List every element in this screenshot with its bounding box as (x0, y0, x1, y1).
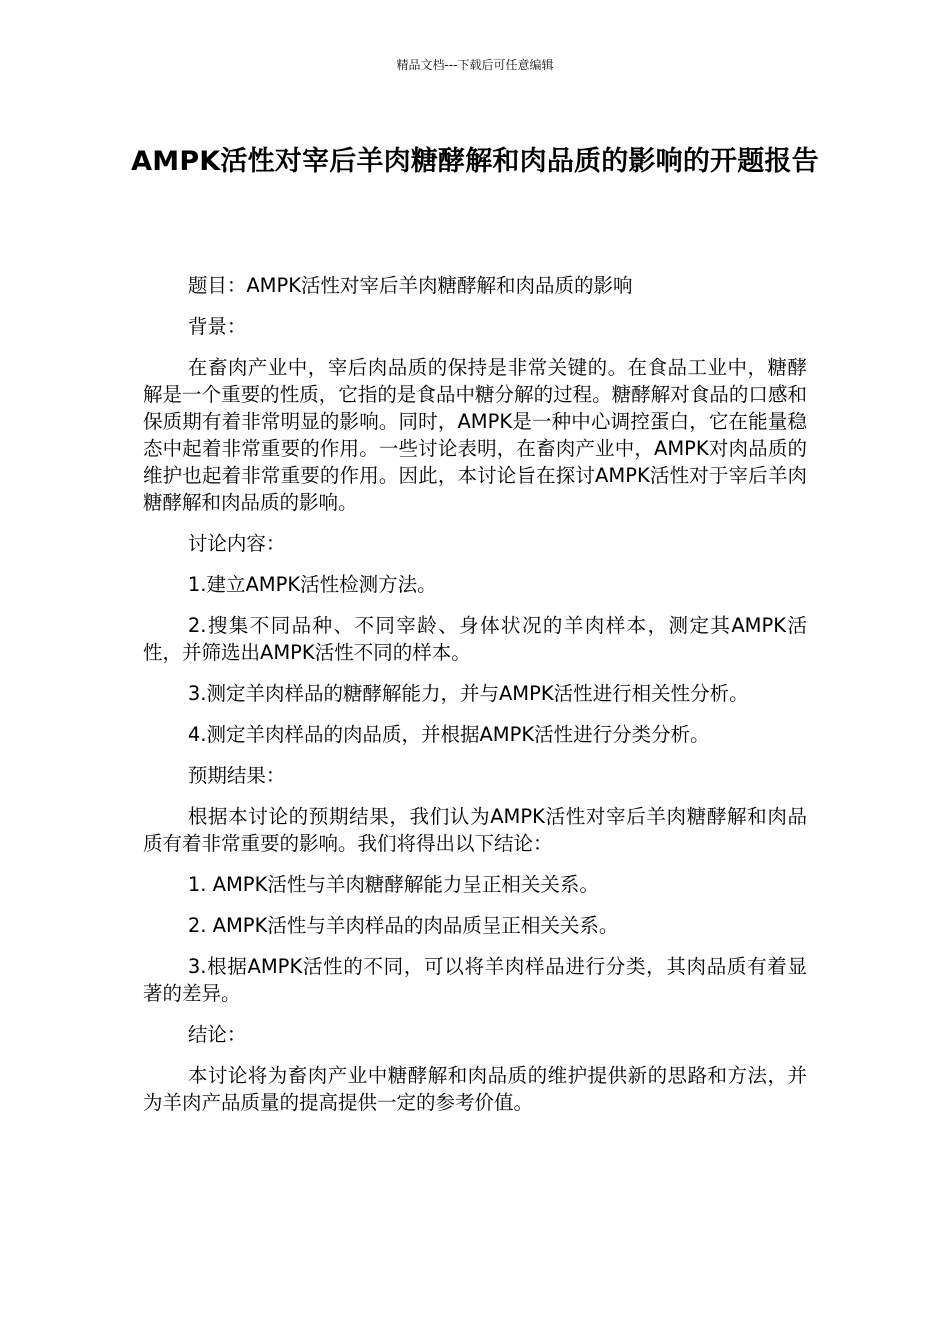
result-item-1: 1. AMPK活性与羊肉糖酵解能力呈正相关关系。 (187, 873, 599, 896)
background-paragraph: 在畜肉产业中，宰后肉品质的保持是非常关键的。在食品工业中，糖酵解是一个重要的性质，它指的是食品中糖分解的过程。糖酵解对食品的口感和保质期有着非常明显的影响。同时，AMPK是一种中心调控蛋白，它在能量稳态中起着非常重要的作用。一些讨论表明，在畜肉产业中，AMPK对肉品质的维护也起着非常重要的作用。因此，本讨论旨在探讨AMPK活性对于宰后羊肉糖酵解和肉品质的影响。 (143, 356, 807, 514)
section-heading-conclusion: 结论： (187, 1023, 247, 1046)
content-item-3: 3.测定羊肉样品的糖酵解能力，并与AMPK活性进行相关性分析。 (187, 682, 749, 705)
result-item-3: 3.根据AMPK活性的不同，可以将羊肉样品进行分类，其肉品质有着显著的差异。 (143, 955, 807, 1005)
document-body (143, 272, 807, 1130)
topic-line: 题目：AMPK活性对宰后羊肉糖酵解和肉品质的影响 (187, 274, 633, 297)
conclusion-paragraph: 本讨论将为畜肉产业中糖酵解和肉品质的维护提供新的思路和方法，并为羊肉产品质量的提高提供一定的参考价值。 (143, 1064, 807, 1114)
expected-results-paragraph: 根据本讨论的预期结果，我们认为AMPK活性对宰后羊肉糖酵解和肉品质有着非常重要的影响。我们将得出以下结论： (143, 805, 807, 855)
section-heading-content: 讨论内容： (187, 532, 286, 555)
content-item-4: 4.测定羊肉样品的肉品质，并根据AMPK活性进行分类分析。 (187, 723, 710, 746)
content-item-2: 2.搜集不同品种、不同宰龄、身体状况的羊肉样本，测定其AMPK活性，并筛选出AMPK活性不同的样本。 (143, 614, 807, 664)
section-heading-background: 背景： (187, 315, 247, 338)
header-note: 精品文档---下载后可任意编辑 (396, 58, 554, 72)
result-item-2: 2. AMPK活性与羊肉样品的肉品质呈正相关关系。 (187, 914, 619, 937)
document-title: AMPK活性对宰后羊肉糖酵解和肉品质的影响的开题报告 (131, 146, 819, 177)
content-item-1: 1.建立AMPK活性检测方法。 (187, 573, 437, 596)
section-heading-expected-results: 预期结果： (187, 764, 286, 787)
